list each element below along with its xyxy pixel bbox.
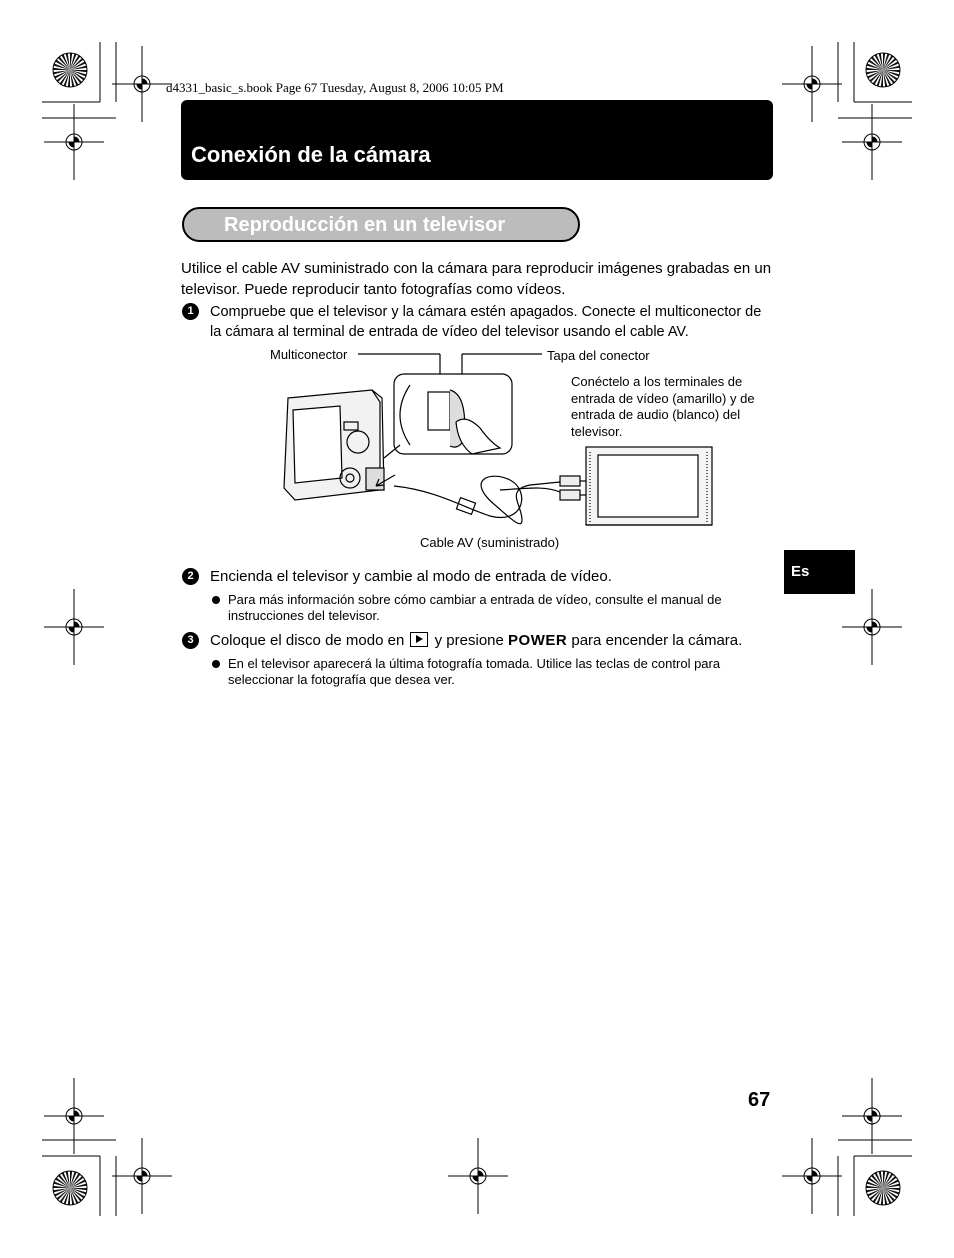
step-3 (182, 631, 774, 653)
registration-mark-icon (44, 1078, 104, 1154)
starburst-icon (866, 1171, 900, 1205)
play-mode-icon (410, 632, 428, 647)
step-2-note (212, 592, 772, 626)
step-text-b: y presione (434, 632, 504, 649)
step-3-note (212, 656, 772, 690)
step-text (210, 631, 774, 651)
registration-mark-icon (112, 1138, 172, 1214)
starburst-icon (53, 53, 87, 87)
language-tab (784, 550, 855, 594)
language-tab-label: Es (791, 563, 810, 580)
registration-mark-icon (44, 589, 104, 665)
registration-mark-icon (782, 1138, 842, 1214)
section-title: Reproducción en un televisor (224, 214, 506, 236)
step-number: 3 (182, 632, 199, 649)
step-text: Encienda el televisor y cambie al modo de entrada de vídeo. (210, 568, 612, 585)
label-multiconnector: Multiconector (270, 347, 348, 362)
page-number: 67 (748, 1089, 771, 1111)
registration-mark-icon (842, 104, 902, 180)
label-av-cable: Cable AV (suministrado) (420, 535, 560, 550)
step-text-a: Coloque el disco de modo en (210, 632, 405, 649)
registration-mark-icon (112, 46, 172, 122)
step-text-c: para encender la cámara. (571, 632, 743, 649)
label-connector-cover: Tapa del conector (547, 348, 650, 363)
step-number: 1 (182, 303, 199, 320)
registration-mark-icon (842, 589, 902, 665)
print-header-line: d4331_basic_s.book Page 67 Tuesday, August 8, 2006 10:05 PM (166, 80, 504, 95)
camera-tv-illustration (260, 340, 780, 555)
chapter-title-bar (181, 100, 773, 180)
step-2 (182, 567, 774, 589)
power-key-label: POWER (508, 632, 568, 649)
connection-figure (260, 340, 780, 555)
section-heading (182, 207, 580, 242)
note-text: Para más información sobre cómo cambiar a entrada de vídeo, consulte el manual de instrucciones del televisor. (228, 592, 722, 623)
registration-mark-icon (842, 1078, 902, 1154)
step-text: Compruebe que el televisor y la cámara estén apagados. Conecte el multiconector de la cámara al terminal de entrada de vídeo del televisor usando el cable AV. (210, 304, 762, 340)
label-connect-terminals: Conéctelo a los terminales de entrada de vídeo (amarillo) y de entrada de audio (blanco) del televisor. (571, 374, 755, 439)
note-text: En el televisor aparecerá la última fotografía tomada. Utilice las teclas de control para seleccionar la fotografía que desea ver. (228, 656, 721, 687)
step-1 (182, 302, 774, 344)
starburst-icon (53, 1171, 87, 1205)
registration-mark-icon (782, 46, 842, 122)
starburst-icon (866, 53, 900, 87)
bullet-dot (212, 596, 220, 604)
chapter-title: Conexión de la cámara (191, 142, 431, 167)
bullet-dot (212, 660, 220, 668)
registration-mark-icon (44, 104, 104, 180)
intro-paragraph: Utilice el cable AV suministrado con la cámara para reproducir imágenes grabadas en un televisor. Puede reproducir tanto fotografías como vídeos. (181, 260, 772, 298)
registration-mark-icon (448, 1138, 508, 1214)
step-number: 2 (182, 568, 199, 585)
